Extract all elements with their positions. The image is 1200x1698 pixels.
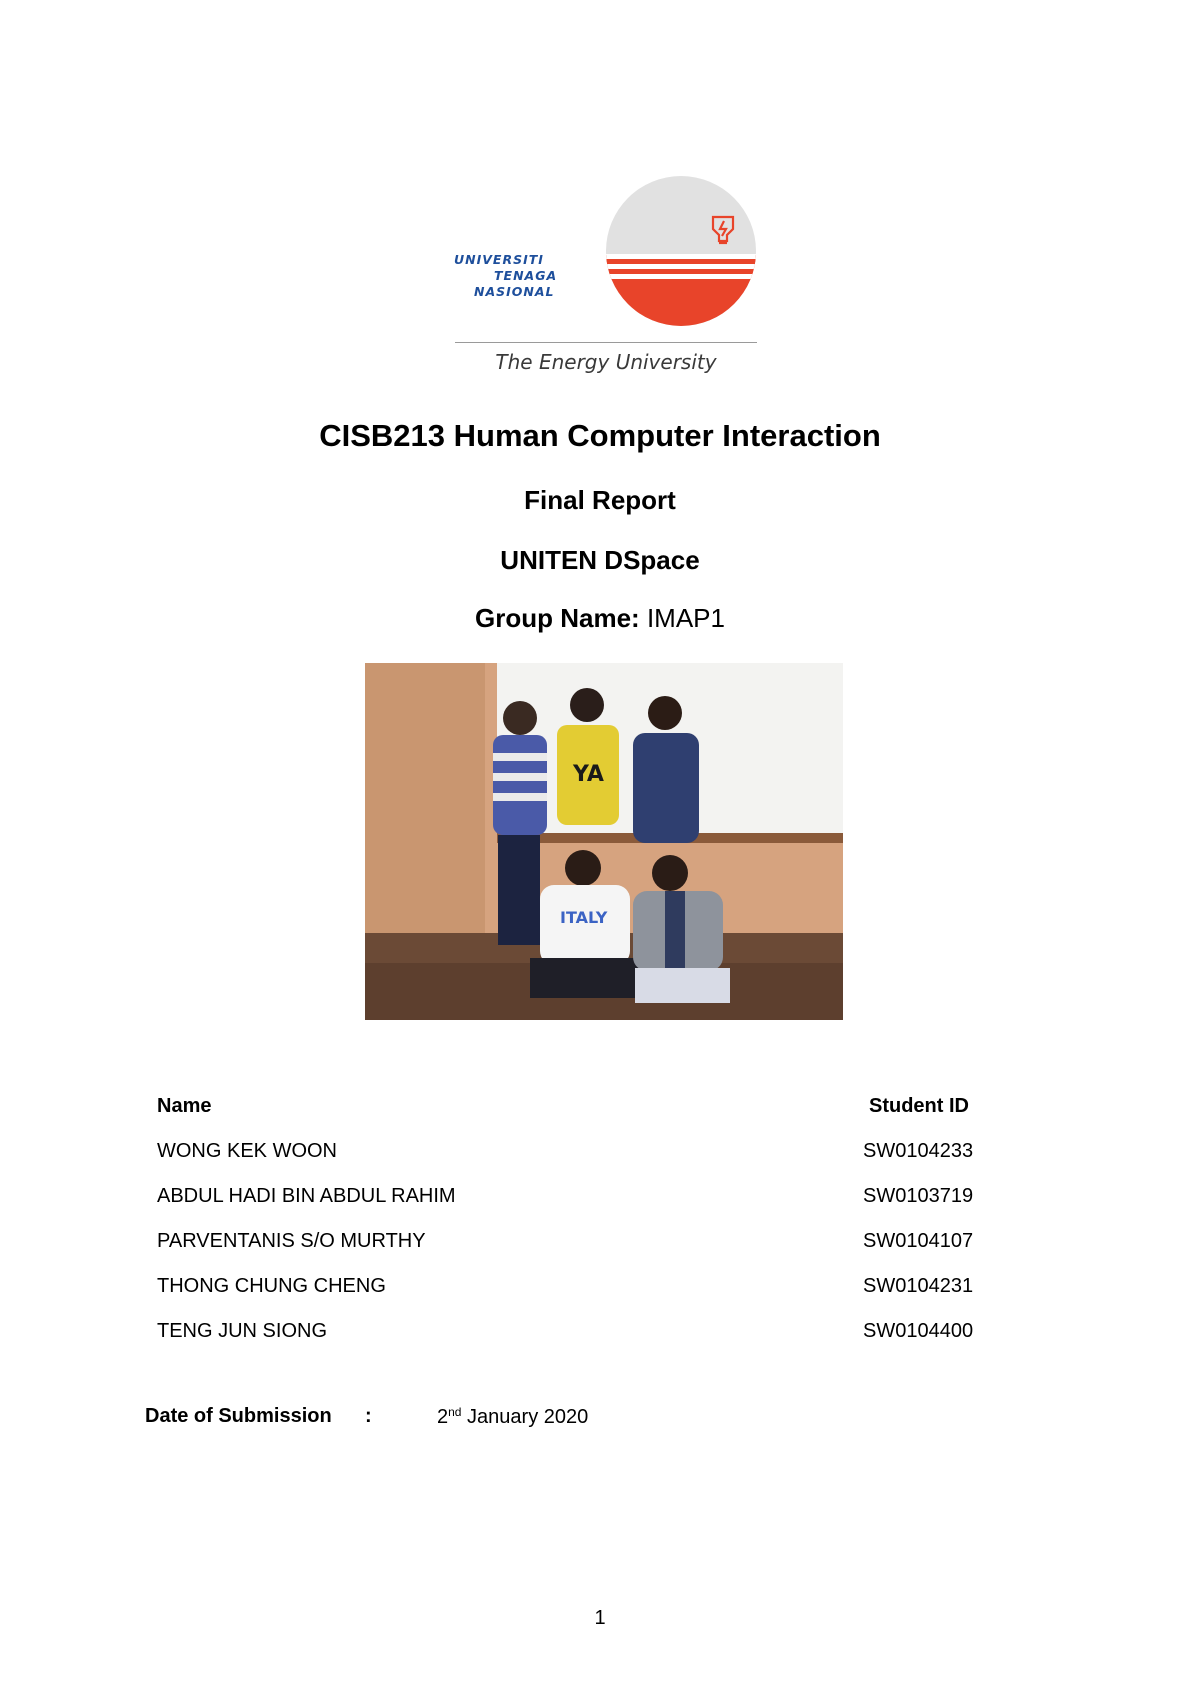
member-name: TENG JUN SIONG bbox=[157, 1320, 328, 1342]
report-type: Final Report bbox=[524, 485, 676, 515]
name-column-header: Name bbox=[157, 1095, 212, 1117]
logo-divider bbox=[455, 342, 757, 343]
members-table-header bbox=[0, 1095, 1200, 1125]
submission-date: 2nd January 2020 bbox=[437, 1405, 589, 1428]
member-student-id: SW0104231 bbox=[863, 1275, 974, 1297]
group-name-label: Group Name: bbox=[475, 603, 640, 633]
member-student-id: SW0104400 bbox=[863, 1320, 974, 1342]
group-name-value: IMAP1 bbox=[646, 603, 725, 633]
page-number: 1 bbox=[594, 1607, 606, 1629]
svg-text:ITALY: ITALY bbox=[560, 908, 608, 927]
svg-text:YA: YA bbox=[573, 762, 604, 787]
member-name: WONG KEK WOON bbox=[157, 1140, 337, 1162]
logo-tagline: The Energy University bbox=[495, 350, 717, 374]
member-name: ABDUL HADI BIN ABDUL RAHIM bbox=[157, 1185, 456, 1207]
logo-wordmark: UNIVERSITI TENAGA NASIONAL bbox=[454, 252, 558, 299]
table-row bbox=[0, 1185, 1200, 1215]
member-name: THONG CHUNG CHENG bbox=[157, 1275, 386, 1297]
group-photo bbox=[365, 663, 843, 1020]
member-student-id: SW0104107 bbox=[863, 1230, 974, 1252]
member-student-id: SW0103719 bbox=[863, 1185, 974, 1207]
table-row bbox=[0, 1320, 1200, 1350]
table-row bbox=[0, 1140, 1200, 1170]
project-name: UNITEN DSpace bbox=[500, 545, 700, 575]
group-name bbox=[0, 603, 1200, 634]
table-row bbox=[0, 1230, 1200, 1260]
submission-separator: : bbox=[365, 1405, 372, 1427]
member-student-id: SW0104233 bbox=[863, 1140, 974, 1162]
submission-label: Date of Submission bbox=[145, 1405, 332, 1427]
course-title: CISB213 Human Computer Interaction bbox=[319, 418, 881, 453]
member-name: PARVENTANIS S/O MURTHY bbox=[157, 1230, 426, 1252]
table-row bbox=[0, 1275, 1200, 1305]
student-id-column-header: Student ID bbox=[869, 1095, 969, 1117]
university-logo bbox=[450, 170, 770, 380]
logo-emblem-icon bbox=[605, 175, 757, 327]
